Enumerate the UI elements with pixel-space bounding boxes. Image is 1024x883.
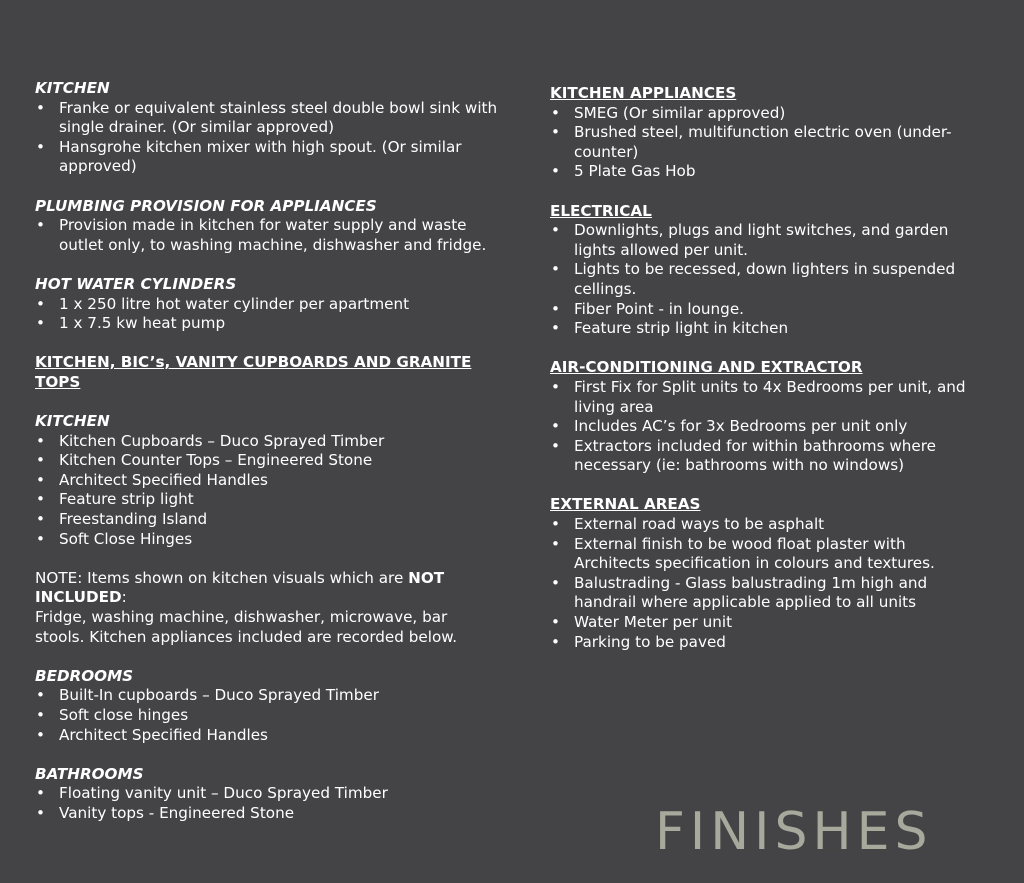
section-heading: ELECTRICAL	[550, 201, 652, 220]
plumbing-section	[35, 197, 500, 256]
note-intro	[35, 569, 500, 608]
list-item: • Includes AC’s for 3x Bedrooms per unit only	[550, 417, 975, 437]
list-item: • Soft close hinges	[35, 706, 500, 726]
list-item: • External road ways to be asphalt	[550, 515, 975, 535]
section-heading: KITCHEN APPLIANCES	[550, 84, 737, 102]
list-item: • Soft Close Hinges	[35, 530, 500, 550]
list-item: • Lights to be recessed, down lighters in suspended cellings.	[550, 260, 975, 299]
bullet-list	[550, 221, 975, 339]
list-item: • Vanity tops - Engineered Stone	[35, 804, 500, 824]
bullet-list	[550, 378, 975, 476]
list-item: • Kitchen Cupboards – Duco Sprayed Timber	[35, 432, 500, 452]
section-heading: PLUMBING PROVISION FOR APPLIANCES	[35, 196, 377, 215]
list-item: • Floating vanity unit – Duco Sprayed Timber	[35, 784, 500, 804]
list-item: • Fiber Point - in lounge.	[550, 300, 975, 320]
list-item: • Built-In cupboards – Duco Sprayed Timber	[35, 686, 500, 706]
right-column	[550, 84, 975, 672]
list-item: • Feature strip light	[35, 490, 500, 510]
bathrooms-section	[35, 765, 500, 824]
kitchen-fixtures-section	[35, 79, 500, 177]
aircon-section	[550, 358, 975, 476]
bullet-list	[35, 295, 500, 334]
list-item: • Hansgrohe kitchen mixer with high spout. (Or similar approved)	[35, 138, 500, 177]
note-emphasis: NOT INCLUDED	[35, 568, 445, 607]
list-item: • 1 x 250 litre hot water cylinder per apartment	[35, 295, 500, 315]
section-heading: AIR-CONDITIONING AND EXTRACTOR	[550, 358, 863, 377]
list-item: • External finish to be wood float plaster with Architects specification in colours and textures.	[550, 535, 975, 574]
external-section	[550, 495, 975, 652]
bullet-list	[35, 432, 500, 550]
bullet-list	[35, 216, 500, 255]
list-item: • First Fix for Split units to 4x Bedrooms per unit, and living area	[550, 378, 975, 417]
electrical-section	[550, 202, 975, 339]
section-heading: KITCHEN	[35, 412, 110, 431]
section-heading: EXTERNAL AREAS	[550, 495, 701, 514]
hot-water-section	[35, 275, 500, 334]
list-item: • Water Meter per unit	[550, 613, 975, 633]
list-item: • Freestanding Island	[35, 510, 500, 530]
list-item: • Architect Specified Handles	[35, 726, 500, 746]
bullet-list	[550, 104, 975, 182]
bullet-list	[35, 686, 500, 745]
list-item: • Extractors included for within bathrooms where necessary (ie: bathrooms with no windows)	[550, 437, 975, 476]
section-heading: HOT WATER CYLINDERS	[35, 274, 237, 293]
note-suffix: :	[121, 588, 127, 607]
list-item: • Feature strip light in kitchen	[550, 319, 975, 339]
cupboards-heading-section	[35, 353, 500, 392]
list-item: • Brushed steel, multifunction electric oven (under-counter)	[550, 123, 975, 162]
list-item: • Kitchen Counter Tops – Engineered Stone	[35, 451, 500, 471]
bullet-list	[35, 784, 500, 823]
page-title: FINISHES	[655, 802, 933, 862]
bullet-list	[550, 515, 975, 652]
list-item: • Franke or equivalent stainless steel double bowl sink with single drainer. (Or similar approved)	[35, 99, 500, 138]
note-section	[35, 569, 500, 647]
section-heading: KITCHEN	[35, 79, 110, 97]
list-item: • Provision made in kitchen for water supply and waste outlet only, to washing machine, dishwasher and fridge.	[35, 216, 500, 255]
appliances-section	[550, 84, 975, 182]
list-item: • Parking to be paved	[550, 633, 975, 653]
note-body: Fridge, washing machine, dishwasher, microwave, bar stools. Kitchen appliances included are recorded below.	[35, 608, 458, 646]
section-heading: BATHROOMS	[35, 764, 144, 783]
bedrooms-section	[35, 667, 500, 745]
section-heading: KITCHEN, BIC’s, VANITY CUPBOARDS AND GRANITE TOPS	[35, 353, 472, 391]
section-heading: BEDROOMS	[35, 666, 134, 685]
list-item: • SMEG (Or similar approved)	[550, 104, 975, 124]
list-item: • Downlights, plugs and light switches, and garden lights allowed per unit.	[550, 221, 975, 260]
left-column	[35, 79, 500, 843]
list-item: • 1 x 7.5 kw heat pump	[35, 314, 500, 334]
note-prefix: NOTE: Items shown on kitchen visuals which are	[35, 568, 409, 587]
list-item: • 5 Plate Gas Hob	[550, 162, 975, 182]
bullet-list	[35, 99, 500, 177]
kitchen-finishes-section	[35, 412, 500, 549]
list-item: • Balustrading - Glass balustrading 1m high and handrail where applicable applied to all units	[550, 574, 975, 613]
list-item: • Architect Specified Handles	[35, 471, 500, 491]
